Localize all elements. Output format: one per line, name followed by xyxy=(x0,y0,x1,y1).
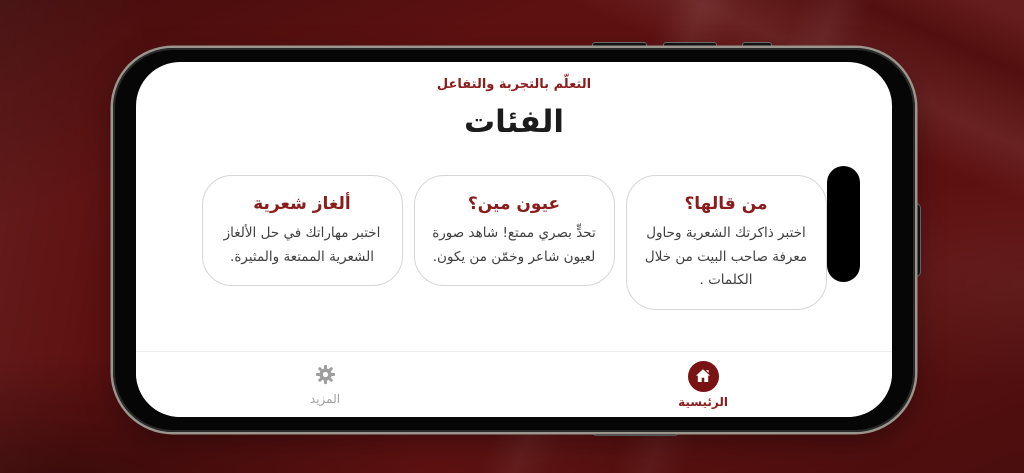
dynamic-island xyxy=(827,166,860,282)
card-poetry-riddles[interactable] xyxy=(202,175,403,286)
nav-item-home[interactable] xyxy=(514,361,892,409)
app-tagline: التعلّم بالتجربة والتفاعل xyxy=(436,77,592,92)
nav-item-more[interactable] xyxy=(136,364,514,406)
card-description: اختبر ذاكرتك الشعرية وحاول معرفة صاحب البيت من خلال الكلمات . xyxy=(644,225,808,289)
card-description: تحدٍّ بصري ممتع! شاهد صورة لعيون شاعر وخمّن من يكون. xyxy=(432,225,596,265)
card-description: اختبر مهاراتك في حل الألغاز الشعرية الممتعة والمثيرة. xyxy=(223,225,381,265)
bottom-nav xyxy=(136,351,892,417)
card-title: من قالها؟ xyxy=(684,194,768,214)
category-cards xyxy=(136,175,892,310)
home-icon xyxy=(688,361,719,392)
card-title: ألغاز شعرية xyxy=(253,194,351,214)
nav-label-home: الرئيسية xyxy=(678,394,728,409)
gear-icon xyxy=(315,364,336,389)
app-screen xyxy=(136,62,892,417)
phone-frame xyxy=(113,48,915,432)
card-whose-eyes[interactable] xyxy=(414,175,615,286)
card-who-said-it[interactable] xyxy=(626,175,827,310)
page-title: الفئات xyxy=(463,104,565,140)
nav-label-more: المزيد xyxy=(309,391,341,406)
card-title: عيون مين؟ xyxy=(467,194,561,214)
